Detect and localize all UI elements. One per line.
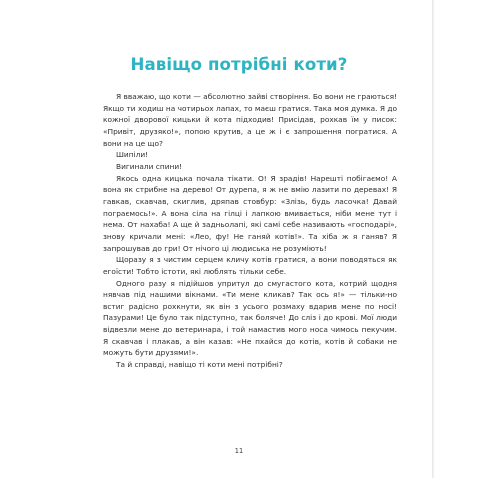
paragraph: Одного разу я підійшов упритул до смугастого кота, котрий щодня нявчав під нашими вікнами. «Ти мене кликав? Так ось я!» — тільки-но встиг радісно рохкнути, як він з усього розмаху вдарив мене по носі! Пазурами! Це було так підступно, так боляче! До сліз і до крові. Мої люди відвезли мене до ветеринара, і той намастив мого носа чимось пекучим. Я скавчав і плакав, а він казав: «Не пхайся до котів, котів й собаки не можуть бути друзями!». — [103, 278, 397, 358]
paragraph: Шипіли! — [116, 150, 149, 160]
paragraph: Щоразу я з чистим серцем кличу котів гратися, а вони поводяться як егоїсти! Тобто істоти, які люблять тільки себе. — [103, 255, 397, 276]
paragraph: Я вважаю, що коти — абсолютно зайві створіння. Бо вони не граються! Якщо ти ходиш на чотирьох лапах, то маєш гратися. Така моя думка. Я до кожної дворової кицьки й кота підходив! Присідав, рохкав їм у писок: «Привіт, друзяко!», попою крутив, а це ж і є запрошення погратися. А вони на це що? — [103, 92, 397, 148]
page-number: 11 — [234, 447, 244, 455]
paragraph: Вигинали спини! — [116, 161, 183, 171]
paragraph: Якось одна кицька почала тікати. О! Я зрадів! Нарешті побігаємо! А вона як стрибне на дерево! От дурепа, я ж не вмію лазити по деревах! Я гавкав, скавчав, скиглив, дряпав стовбур: «Злізь, будь ласочка! Давай пограємось!». А вона сіла на гілці і лапкою вмивається, ніби мене тут і нема. От нахаба! А ще й задньолапі, які самі себе називають «господарі», знову кричали мені: «Лео, фу! Не ганяй котів!». Та хіба ж я ганяв? Я запрошував до гри! От нічого ці людиська не розуміють! — [103, 173, 397, 253]
chapter-body — [103, 91, 397, 371]
paragraph: Та й справді, навіщо ті коти мені потрібні? — [116, 360, 283, 370]
chapter-title: Навіщо потрібні коти? — [130, 55, 348, 74]
